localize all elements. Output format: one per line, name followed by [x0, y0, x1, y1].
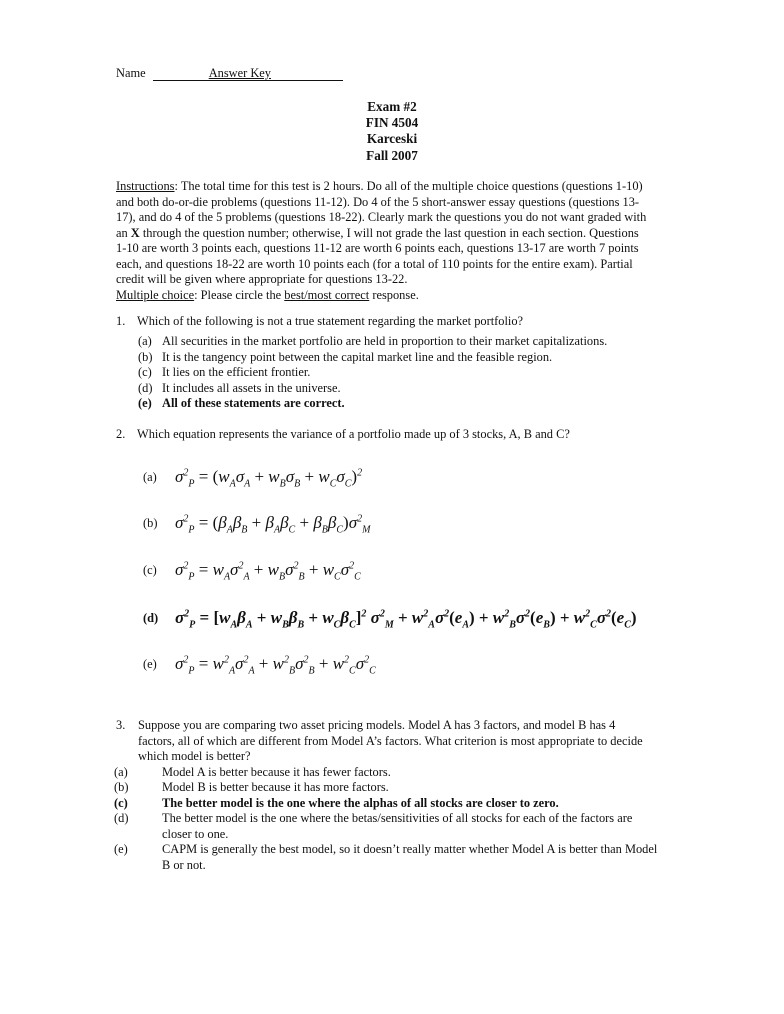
option-1b: (b) It is the tangency point between the capital market line and the feasible region. — [138, 349, 553, 364]
instructions-line-6: each, and questions 18-22 are worth 10 points each (for a total of 110 points for the entire exam). Partial — [116, 256, 633, 271]
question-1-options — [138, 334, 607, 412]
multiple-choice-line: Multiple choice: Please circle the best/most correct response. — [116, 287, 419, 302]
name-field — [153, 67, 343, 81]
instructor-name: Karceski — [366, 131, 418, 147]
option-1c: (c) It lies on the efficient frontier. — [138, 365, 311, 380]
option-1d: (d) It includes all assets in the universe. — [138, 380, 341, 395]
option-3e: (e) CAPM is generally the best model, so it doesn’t really matter whether Model A is better than Model B or not. — [114, 842, 658, 872]
option-1a: (a) All securities in the market portfolio are held in proportion to their market capitalizations. — [138, 334, 608, 348]
instructions-line-3: 17), and do 4 of the 5 problems (questions 18-22). Clearly mark the questions you do not want graded with — [116, 210, 647, 224]
question-3 — [116, 718, 676, 873]
option-3a: (a) Model A is better because it has fewer factors. — [114, 764, 391, 779]
name-line — [116, 66, 343, 82]
question-1: 1. Which of the following is not a true statement regarding the market portfolio? — [116, 314, 524, 328]
question-3-stem-line-3: which model is better? — [138, 749, 251, 763]
name-value: Answer Key — [208, 66, 271, 80]
instructions-line-1: Instructions: The total time for this test is 2 hours. Do all of the multiple choice questions (questions 1-10) — [116, 179, 643, 193]
instructions-line-7: credit will be given where appropriate for questions 13-22. — [116, 272, 408, 286]
question-3-stem: 3. Suppose you are comparing two asset pricing models. Model A has 3 factors, and model B has 4 — [116, 718, 616, 732]
instructions-line-5: 1-10 are worth 3 points each, questions 11-12 are worth 6 points each, questions 13-17 are worth 7 points — [116, 241, 639, 255]
question-2: 2. Which equation represents the variance of a portfolio made up of 3 stocks, A, B and C? — [116, 427, 570, 441]
question-2-text: Which equation represents the variance of a portfolio made up of 3 stocks, A, B and C? — [137, 427, 570, 441]
option-3b: (b) Model B is better because it has more factors. — [114, 780, 389, 794]
instructions-line-2: and both do-or-die problems (questions 11-12). Do 4 of the 5 short-answer essay questions (questions 13- — [116, 194, 640, 209]
exam-title: Exam #2 — [367, 99, 417, 114]
name-label: Name — [116, 66, 146, 80]
instructions-label: Instructions — [116, 179, 175, 193]
exam-page: Name Answer Key Exam #2 FIN 4504 Karceski Fall 2007 Instructions: The total time for this test is 2 hours. Do all of the multiple choice questions (questions 1-10) and both do-or-die problems (questions 11-12). Do 4 of the 5 short-answer essay questions (questions 13- 17), and do 4 of the 5 problems (questions 18-22). Clearly mark the questions you do not want graded with an X through the question number; otherwise, I will not grade the last question in each section. Questions 1-10 are worth 3 points each, questions 11-12 are worth 6 points each, questions 13-17 are worth 7 points each, and questions 18-22 are worth 10 points each (for a total of 110 points for the entire exam). Partial credit will be given where appropriate for questions 13-22. Multiple choice: Please circle the best/most correct response. 1. Which of the following is not a true statement regarding the market portfolio? (a) All securities in the market portfolio are held in proportion to their market capitalizations. (b) It is the tangency point between the capital market line and the feasible region. (c) It lies on the efficient frontier. (d) It includes all assets in the universe. (e) All of these statements are correct. 2. Which equation represents the variance of a portfolio made up of 3 stocks, A, B and C? (a) $\sigma^2_P = (w_A\sigma_A + w_B\sigma_B + w_C\sigma_C)^2$ (b) $\sigma^2_P = (\beta_A\beta_B + \beta_A\beta_C + \beta_B\beta_C)\sigma^2_M$ (c) $\sigma^2_P = w_A\sigma^2_A + w_B\sigma^2_B + w_C\sigma^2_C$ (d) $\sigma^2_P = [w_A\beta_A + w_B\beta_B + w_C\beta_C]^2$ $\sigma^2_M + w^2_A\sigma^2(e_A) + w^2_B\sigma^2(e_B) + w^2_C\sigma^2(e_C)$ (e) $\sigma^2_P = w^2_A\sigma^2_A + w^2_B\sigma^2_B + w^2_C\sigma^2_C$ 3. Suppose you are comparing two asset pricing models. Model A has 3 factors, and model B has 4 factors, all of which are different from Model A’s factors. What criterion is most appropriate to decide which model is better? (a) Model A is better because it has fewer factors. (b) Model B is better because it has more factors. (c) The better model is the one where the alphas of all stocks are closer to zero. (d) The better model is the one where the betas/sensitivities of all stocks for each of the factors are closer to one. (e) CAPM is generally the best model, so it doesn’t really matter whether Model A is better than Model B or not. — [0, 0, 784, 1014]
option-1e-correct: (e) All of these statements are correct. — [138, 396, 345, 411]
formula-2a: $\sigma^2_P = (w_A\sigma_A + w_B\sigma_B + w_C\sigma_C)^2$ — [175, 467, 363, 490]
formula-2d: $\sigma^2_P = [w_A\beta_A + w_B\beta_B + w_C\beta_C]^2$ $\sigma^2_M + w^2_A\sigma^2(e_A) + w^2_B\sigma^2(e_B) + w^2_C\sigma^2(e_C)$ — [175, 608, 637, 631]
exam-header — [0, 99, 784, 164]
exam-term: Fall 2007 — [366, 147, 418, 163]
instructions — [116, 179, 676, 303]
formula-2b: $\sigma^2_P = (\beta_A\beta_B + \beta_A\beta_C + \beta_B\beta_C)\sigma^2_M$ — [175, 513, 371, 536]
question-3-stem-line-2: factors, all of which are different from Model A’s factors. What criterion is most appropriate to decide — [138, 733, 643, 748]
formula-2e: $\sigma^2_P = w^2_A\sigma^2_A + w^2_B\sigma^2_B + w^2_C\sigma^2_C$ — [175, 654, 376, 677]
instructions-line-4: an X through the question number; otherwise, I will not grade the last question in each section. Questions — [116, 225, 639, 240]
formula-2c: $\sigma^2_P = w_A\sigma^2_A + w_B\sigma^2_B + w_C\sigma^2_C$ — [175, 560, 361, 583]
question-1-text: Which of the following is not a true statement regarding the market portfolio? — [137, 314, 524, 328]
course-code: FIN 4504 — [365, 115, 419, 131]
option-3d: (d) The better model is the one where the betas/sensitivities of all stocks for each of the factors are closer to one. — [114, 811, 633, 841]
option-3c-correct: (c) The better model is the one where the alphas of all stocks are closer to zero. — [114, 795, 559, 810]
